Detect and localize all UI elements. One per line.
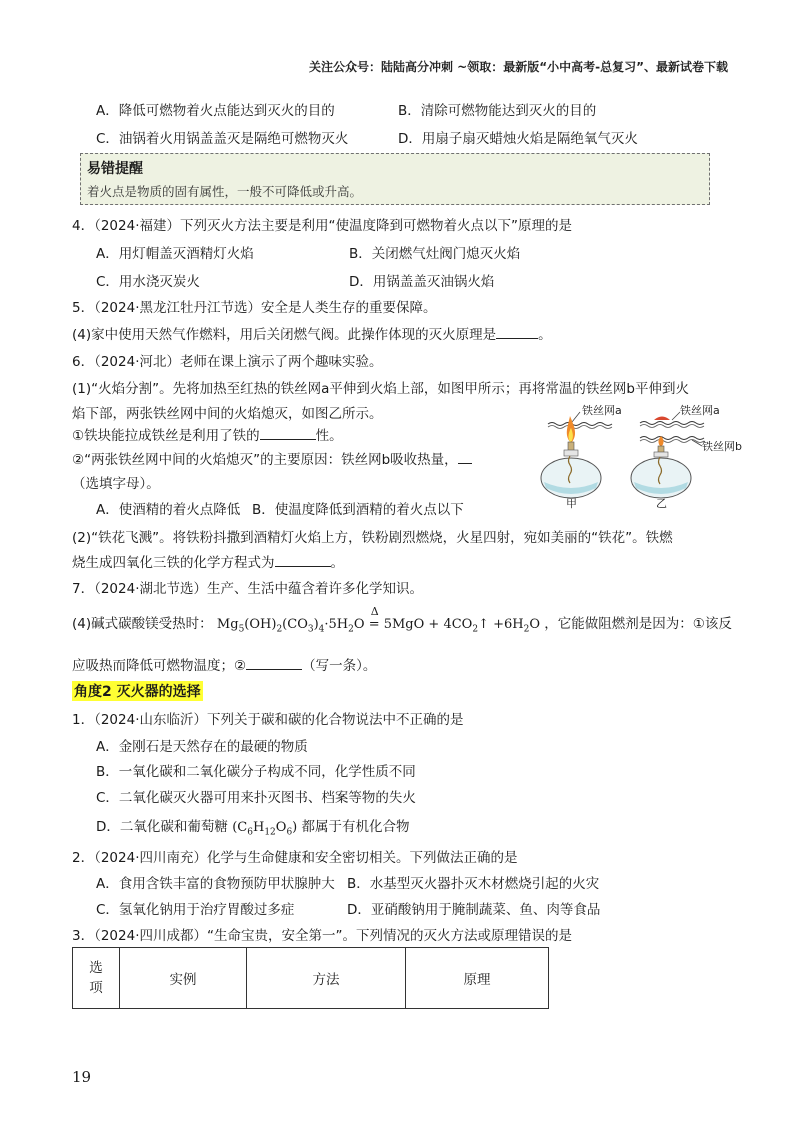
q6-part2-text: 烧生成四氧化三铁的化学方程式为 [72, 555, 275, 571]
table-header-row [73, 948, 549, 1009]
answer-blank[interactable] [496, 324, 538, 339]
s2q1-option-a: A．金刚石是天然存在的最硬的物质 [96, 739, 308, 755]
s2q2-option-b: B．水基型灭火器扑灭木材燃烧引起的火灾 [347, 876, 600, 892]
q6-part2-end: 。 [330, 555, 344, 571]
answer-blank[interactable] [260, 425, 316, 440]
answer-blank[interactable] [275, 552, 331, 567]
q4-option-a: A．用灯帽盖灭酒精灯火焰 [96, 246, 254, 262]
s2q1-option-d-end: 都属于有机化合物 [301, 819, 410, 835]
q5-sub4-end: 。 [538, 327, 552, 343]
q4-option-c: C．用水浇灭炭火 [96, 274, 200, 290]
figure-caption-jia: 甲 [566, 497, 577, 510]
q5-sub4-text: (4)家中使用天然气作燃料，用后关闭燃气阀。此操作体现的灭火原理是 [72, 327, 497, 343]
tip-text: 着火点是物质的固有属性，一般不可降低或升高。 [87, 184, 363, 199]
q7-line2-end: （写一条）。 [302, 658, 377, 674]
s2q3-table [72, 947, 549, 1009]
s2q2-option-a: A．食用含铁丰富的食物预防甲状腺肿大 [96, 876, 335, 892]
tip-title: 易错提醒 [87, 161, 143, 177]
figure-label-wire-a-2: 铁丝网a [680, 404, 720, 417]
q3-option-b: B．清除可燃物能达到灭火的目的 [398, 103, 597, 119]
figure-caption-yi: 乙 [656, 497, 667, 510]
section-heading: 角度2 灭火器的选择 [72, 681, 203, 701]
q7-line2-text: 应吸热而降低可燃物温度；② [72, 658, 247, 674]
q5-sub4 [72, 323, 552, 343]
q6-part1-line2: 焰下部，两张铁丝网中间的火焰熄灭，如图乙所示。 [72, 406, 383, 422]
q6-part1-q1 [72, 424, 343, 444]
s2q1-option-d [96, 815, 410, 838]
q7-sub4-prefix: (4)碱式碳酸镁受热时： [72, 616, 213, 632]
q6-part1-line1: (1)“火焰分割”。先将加热至红热的铁丝网a平伸到火焰上部，如图甲所示；再将常温的铁丝网b平伸到火 [72, 381, 689, 397]
s2q1-option-c: C．二氧化碳灭火器可用来扑灭图书、档案等物的失火 [96, 790, 416, 806]
q3-option-c: C．油锅着火用锅盖盖灭是隔绝可燃物灭火 [96, 131, 349, 147]
decomposition-equation: $Mg_5(OH)_2(CO_3)_4\cdot 5H_2O$ Δ = $5MgO + 4CO_2↑ +6H_2O$ [216, 605, 540, 635]
q6-part1-q2 [72, 448, 472, 468]
table-header-principle: 原理 [406, 948, 549, 1009]
s2q2-stem: 2．（2024·四川南充）化学与生命健康和安全密切相关。下列做法正确的是 [72, 850, 518, 866]
q6-part2-line2 [72, 551, 344, 571]
s2q2-option-c: C．氢氧化钠用于治疗胃酸过多症 [96, 902, 295, 918]
q6-q2-paren: （选填字母）。 [72, 476, 160, 492]
q5-stem: 5．（2024·黑龙江牡丹江节选）安全是人类生存的重要保障。 [72, 300, 437, 316]
lamp-figure-jia [541, 403, 622, 510]
q4-stem: 4．（2024·福建）下列灭火方法主要是利用“使温度降到可燃物着火点以下”原理的是 [72, 218, 572, 234]
q4-option-b: B．关闭燃气灶阀门熄灭火焰 [349, 246, 521, 262]
s2q2-option-d: D．亚硝酸钠用于腌制蔬菜、鱼、肉等食品 [347, 902, 601, 918]
q6-q1-text: ①铁块能拉成铁丝是利用了铁的 [72, 428, 260, 444]
q6-q2-text: ②“两张铁丝网中间的火焰熄灭”的主要原因：铁丝网b吸收热量， [72, 452, 458, 468]
error-tip-box [80, 153, 710, 205]
table-header-example: 实例 [120, 948, 247, 1009]
q6-stem: 6．（2024·河北）老师在课上演示了两个趣味实验。 [72, 354, 383, 370]
q6-q1-end: 性。 [315, 428, 343, 444]
table-header-option: 选 项 [73, 948, 120, 1009]
figure-label-wire-a: 铁丝网a [582, 404, 622, 417]
q7-line2 [72, 654, 376, 674]
q6-option-b: B．使温度降低到酒精的着火点以下 [252, 502, 464, 518]
lamp-figure-yi [631, 403, 742, 510]
table-header-method: 方法 [247, 948, 406, 1009]
q3-option-d: D．用扇子扇灭蜡烛火焰是隔绝氧气灭火 [398, 131, 638, 147]
glucose-formula: $(C_6H_{12}O_6)$ [232, 820, 298, 838]
q7-sub4 [72, 605, 732, 635]
q7-sub4-suffix: ，它能做阻燃剂是因为：①该反 [544, 616, 732, 632]
q6-option-a: A．使酒精的着火点降低 [96, 502, 241, 518]
q4-option-d: D．用锅盖盖灭油锅火焰 [349, 274, 495, 290]
q3-option-a: A．降低可燃物着火点能达到灭火的目的 [96, 103, 335, 119]
figure-label-wire-b: 铁丝网b [702, 440, 742, 453]
q6-part2-line1: (2)“铁花飞溅”。将铁粉抖撒到酒精灯火焰上方，铁粉剧烈燃烧，火星四射，宛如美丽的“铁花”。铁燃 [72, 530, 673, 546]
page-number: 19 [72, 1068, 92, 1086]
s2q1-stem: 1．（2024·山东临沂）下列关于碳和碳的化合物说法中不正确的是 [72, 712, 464, 728]
q7-stem: 7．（2024·湖北节选）生产、生活中蕴含着许多化学知识。 [72, 581, 423, 597]
s2q1-option-d-text: D．二氧化碳和葡萄糖 [96, 819, 228, 835]
s2q1-option-b: B．一氧化碳和二氧化碳分子构成不同，化学性质不同 [96, 764, 416, 780]
answer-blank[interactable] [458, 449, 472, 464]
experiment-figure [530, 398, 770, 510]
s2q3-stem: 3．（2024·四川成都）“生命宝贵，安全第一”。下列情况的灭火方法或原理错误的是 [72, 928, 572, 944]
answer-blank[interactable] [246, 655, 302, 670]
page-header: 关注公众号：陆陆高分冲刺 ~领取：最新版“小中高考-总复习”、最新试卷下载 [309, 60, 728, 74]
